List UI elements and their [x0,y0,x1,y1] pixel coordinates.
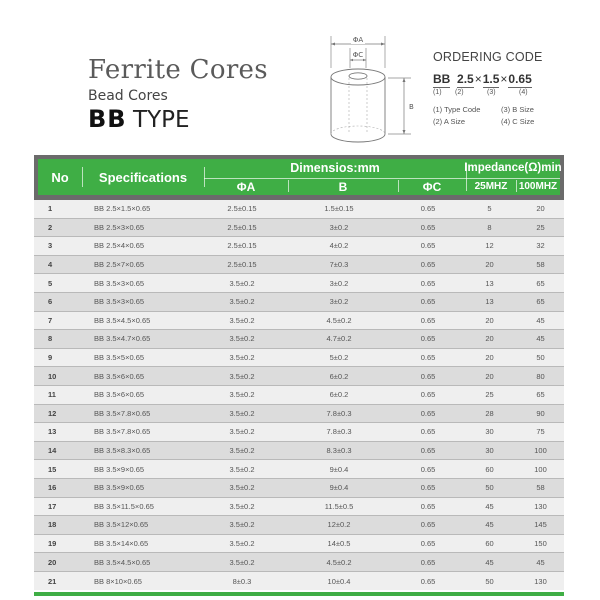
table-cell: 75 [536,427,545,437]
header-25mhz: 25MHZ [474,181,508,192]
table-cell: 3.5±0.2 [229,408,255,418]
table-cell: BB 2.5×4×0.65 [94,241,145,251]
table-cell: 8.3±0.3 [326,446,352,456]
table-cell: 30 [485,446,494,456]
table-cell: 3.5±0.2 [229,353,255,363]
table-cell: 45 [485,501,494,511]
table-cell: BB 8×10×0.65 [94,576,142,586]
table-cell: 7.8±0.3 [326,427,352,437]
table-cell: 0.65 [420,315,436,325]
table-cell: 3 [48,241,53,251]
table-cell: 50 [536,353,545,363]
table-cell: 11.5±0.5 [324,501,354,511]
code-part-a: 2.5 [457,72,474,86]
type-label [88,106,308,136]
table-cell: 7 [48,315,53,325]
table-cell: 65 [536,297,545,307]
table-cell: BB 3.5×9×0.65 [94,464,145,474]
svg-text:ΦA: ΦA [352,36,364,44]
table-cell: BB 3.5×14×0.65 [94,538,149,548]
table-row [34,535,564,554]
table-cell: BB 3.5×3×0.65 [94,297,145,307]
table-cell: 21 [48,576,57,586]
table-cell: 20 [485,315,494,325]
table-row [34,423,564,442]
table-cell: 45 [485,520,494,530]
table-cell: 3±0.2 [329,222,349,232]
table-cell: 130 [534,501,547,511]
table-cell: 6±0.2 [329,390,349,400]
table-cell: 4±0.2 [329,241,349,251]
table-row [34,479,564,498]
table-cell: 19 [48,538,57,548]
header-specifications: Specifications [98,169,188,185]
table-cell: 50 [485,576,494,586]
table-cell: 6±0.2 [329,371,349,381]
table-cell: 4.5±0.2 [326,557,352,567]
table-cell: 50 [485,483,494,493]
table-cell: 3.5±0.2 [229,520,255,530]
table-row [34,237,564,256]
table-cell: 3±0.2 [329,278,349,288]
table-cell: BB 3.5×4.5×0.65 [94,315,151,325]
table-cell: 5 [48,278,53,288]
svg-text:ΦC: ΦC [352,51,364,59]
table-cell: 20 [485,353,494,363]
table-row [34,498,564,517]
table-cell: 4.7±0.2 [326,334,352,344]
page-title: Ferrite Cores [88,55,268,85]
table-cell: 2.5±0.15 [227,222,257,232]
table-cell: 3.5±0.2 [229,315,255,325]
table-cell: 150 [534,538,547,548]
table-cell: 20 [485,334,494,344]
table-cell: 11 [48,390,56,400]
ordering-code-example: BB 2.5×1.5×0.65 [433,72,532,86]
table-row [34,442,564,461]
table-cell: 100 [534,446,547,456]
table-cell: 0.65 [420,446,436,456]
table-cell: 0.65 [420,501,436,511]
table-row [34,330,564,349]
bead-cylinder-icon [318,30,418,145]
type-word: TYPE [133,107,190,133]
table-cell: 100 [534,464,547,474]
table-cell: 45 [536,334,545,344]
table-cell: 12±0.2 [327,520,351,530]
header-b: B [338,179,348,194]
table-cell: 20 [48,557,57,567]
table-cell: 65 [536,278,545,288]
table-cell: 130 [534,576,547,586]
table-cell: 58 [536,260,545,270]
title-block [88,55,308,136]
ordering-code-title: ORDERING CODE [433,50,543,64]
table-row [34,256,564,275]
table-cell: 20 [485,260,494,270]
table-cell: 12 [485,241,494,251]
table-cell: 9±0.4 [329,483,349,493]
table-cell: 80 [536,371,545,381]
table-cell: 4 [48,260,53,270]
table-row [34,274,564,293]
table-cell: BB 3.5×7.8×0.65 [94,408,151,418]
table-cell: 0.65 [420,353,436,363]
table-cell: 10 [48,371,57,381]
table-cell: 3.5±0.2 [229,371,255,381]
ordering-code [433,50,573,128]
table-cell: 45 [485,557,494,567]
table-cell: 3.5±0.2 [229,464,255,474]
table-cell: BB 3.5×6×0.65 [94,390,145,400]
table-cell: 9±0.4 [329,464,349,474]
table-cell: 25 [485,390,494,400]
table-cell: 9 [48,353,53,363]
table-cell: 8 [48,334,53,344]
table-row [34,516,564,535]
table-cell: 2 [48,222,53,232]
table-cell: 12 [48,408,57,418]
table-cell: 3.5±0.2 [229,278,255,288]
table-cell: 0.65 [420,538,436,548]
ordering-code-legend: (1) Type Code (3) B Size (2) A Size (4) C Size [433,105,535,126]
table-cell: 0.65 [420,390,436,400]
page-subtitle: Bead Cores [88,88,168,104]
table-cell: 0.65 [420,297,436,307]
svg-text:B: B [409,103,414,111]
header-dimensions: Dimensios:mm [290,161,380,175]
table-cell: BB 3.5×4.7×0.65 [94,334,151,344]
table-cell: BB 3.5×3×0.65 [94,278,145,288]
header-impedance: Impedance(Ω)min [464,162,562,174]
table-cell: 0.65 [420,241,436,251]
table-cell: 0.65 [420,576,436,586]
table-cell: BB 3.5×6×0.65 [94,371,145,381]
table-cell: 3.5±0.2 [229,483,255,493]
table-row [34,553,564,572]
table-cell: 13 [485,297,494,307]
table-cell: BB 2.5×3×0.65 [94,222,145,232]
table-cell: 3±0.2 [329,297,349,307]
table-cell: 16 [48,483,57,493]
header-phi-c: ΦC [422,179,442,194]
table-cell: 45 [536,315,545,325]
table-cell: 8±0.3 [232,576,252,586]
table-cell: 5 [487,204,492,214]
table-cell: 0.65 [420,204,436,214]
table-cell: 0.65 [420,557,436,567]
table-cell: 3.5±0.2 [229,557,255,567]
table-cell: BB 3.5×8.3×0.65 [94,446,151,456]
table-cell: 3.5±0.2 [229,297,255,307]
table-row [34,200,564,219]
table-cell: 90 [536,408,545,418]
table-cell: 3.5±0.2 [229,427,255,437]
table-cell: 14 [48,446,57,456]
table-cell: 3.5±0.2 [229,446,255,456]
table-cell: 1.5±0.15 [324,204,354,214]
table-cell: 0.65 [420,222,436,232]
type-code: BB [88,105,127,133]
header-phi-a: ΦA [236,179,256,194]
table-cell: 25 [536,222,545,232]
table-cell: 7.8±0.3 [326,408,352,418]
table-cell: 28 [485,408,494,418]
table-cell: 0.65 [420,371,436,381]
table-cell: 3.5±0.2 [229,501,255,511]
table-header [34,155,564,200]
table-cell: 0.65 [420,334,436,344]
table-cell: 60 [485,464,494,474]
table-cell: 14±0.5 [327,538,351,548]
table-cell: 13 [48,427,57,437]
table-cell: 4.5±0.2 [326,315,352,325]
table-cell: 6 [48,297,53,307]
table-cell: 0.65 [420,520,436,530]
table-cell: 0.65 [420,483,436,493]
table-cell: BB 3.5×12×0.65 [94,520,149,530]
header-100mhz: 100MHZ [518,181,558,192]
header-no: No [51,169,69,185]
table-cell: 7±0.3 [329,260,349,270]
table-row [34,572,564,591]
table-cell: 3.5±0.2 [229,390,255,400]
table-bottom-bar [34,592,564,596]
table-row [34,367,564,386]
table-cell: 0.65 [420,464,436,474]
table-cell: BB 3.5×7.8×0.65 [94,427,151,437]
code-part-c: 0.65 [508,72,532,86]
table-cell: 30 [485,427,494,437]
table-cell: BB 3.5×11.5×0.65 [94,501,154,511]
table-cell: BB 3.5×9×0.65 [94,483,145,493]
code-part-b: 1.5 [482,72,500,86]
table-row [34,460,564,479]
table-row [34,312,564,331]
table-cell: 17 [48,501,57,511]
table-cell: 60 [485,538,494,548]
table-cell: 2.5±0.15 [227,241,257,251]
table-row [34,349,564,368]
table-cell: BB 2.5×7×0.65 [94,260,145,270]
table-cell: 0.65 [420,408,436,418]
table-cell: 3.5±0.2 [229,334,255,344]
table-cell: 145 [534,520,547,530]
table-cell: 1 [48,204,53,214]
table-cell: BB 2.5×1.5×0.65 [94,204,151,214]
table-cell: 0.65 [420,260,436,270]
spec-table [34,155,564,596]
table-row [34,405,564,424]
table-cell: 0.65 [420,278,436,288]
table-cell: 5±0.2 [329,353,349,363]
table-cell: 45 [536,557,545,567]
table-cell: 10±0.4 [327,576,351,586]
table-cell: 2.5±0.15 [227,260,257,270]
table-row [34,219,564,238]
table-cell: 3.5±0.2 [229,538,255,548]
table-row [34,386,564,405]
table-cell: 8 [487,222,492,232]
ordering-code-indices: (1) (2) (3) (4) [433,89,528,96]
table-cell: 15 [48,464,57,474]
table-cell: 2.5±0.15 [227,204,257,214]
table-cell: 13 [485,278,494,288]
bead-core-diagram [318,30,418,145]
table-cell: 20 [485,371,494,381]
table-row [34,293,564,312]
table-cell: 0.65 [420,427,436,437]
code-part-type: BB [433,72,451,86]
table-cell: 20 [536,204,545,214]
table-cell: 32 [536,241,545,251]
table-cell: BB 3.5×4.5×0.65 [94,557,151,567]
table-cell: 65 [536,390,545,400]
table-cell: BB 3.5×5×0.65 [94,353,145,363]
table-cell: 58 [536,483,545,493]
table-cell: 18 [48,520,57,530]
table-body [34,200,564,590]
